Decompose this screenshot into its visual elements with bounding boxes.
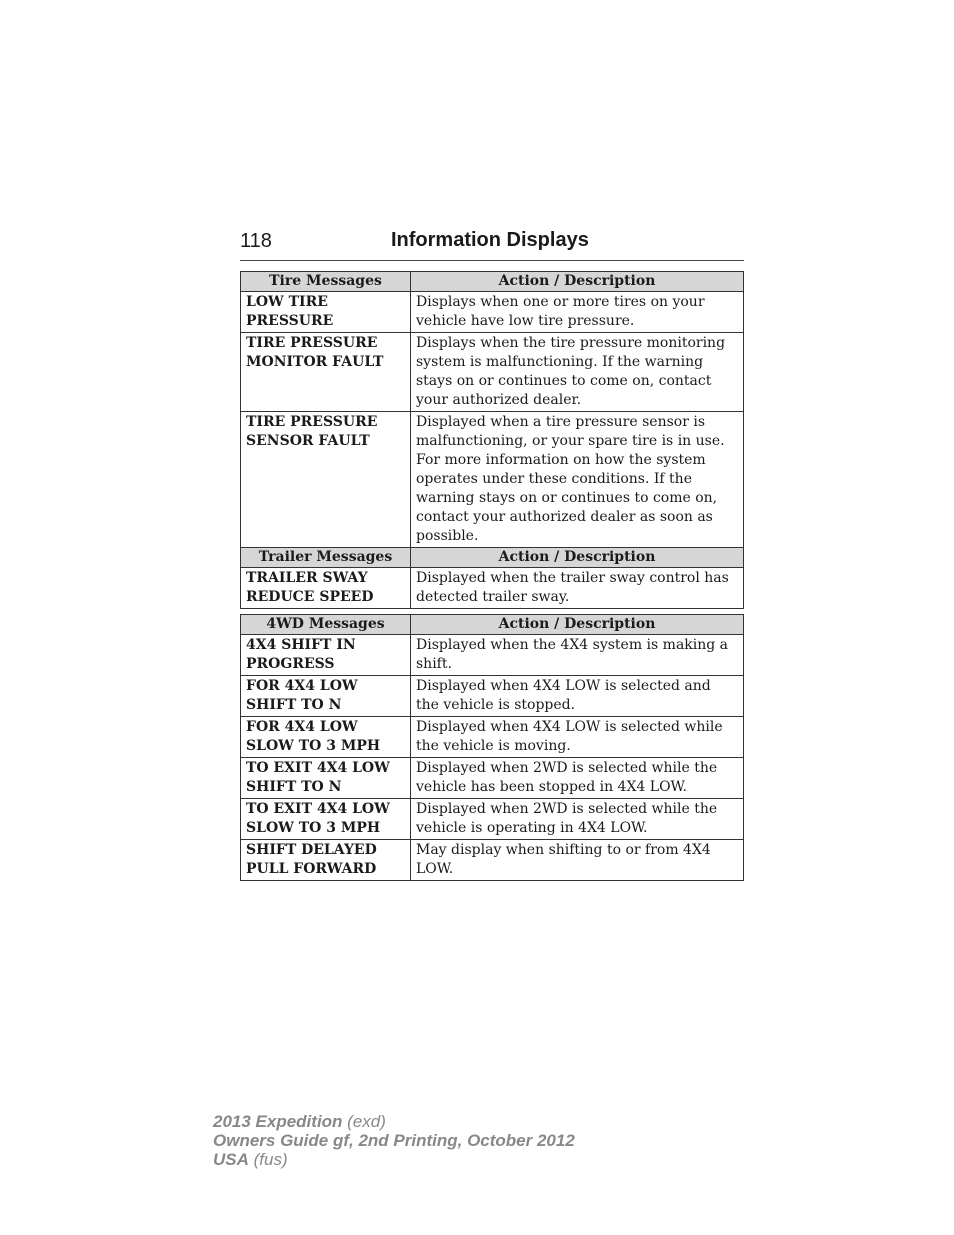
table-row <box>241 292 744 333</box>
4wd-messages-table <box>240 614 744 881</box>
column-header: Action / Description <box>411 548 744 568</box>
footer-model: 2013 Expedition <box>213 1112 343 1131</box>
footer-model-code: (exd) <box>347 1112 386 1131</box>
column-header: Trailer Messages <box>241 548 411 568</box>
footer-market-code: (fus) <box>253 1150 288 1169</box>
page-footer <box>213 1112 575 1169</box>
message-description: Displayed when 4X4 LOW is selected and the vehicle is stopped. <box>411 676 744 717</box>
message-description: Displayed when 2WD is selected while the vehicle is operating in 4X4 LOW. <box>411 799 744 840</box>
tire-messages-table <box>240 271 744 548</box>
table-row <box>241 568 744 609</box>
table-row <box>241 840 744 881</box>
table-row <box>241 333 744 412</box>
message-code: TO EXIT 4X4 LOW SLOW TO 3 MPH <box>241 799 411 840</box>
table-header-row <box>241 272 744 292</box>
message-code: LOW TIRE PRESSURE <box>241 292 411 333</box>
column-header: Tire Messages <box>241 272 411 292</box>
table-row <box>241 412 744 548</box>
message-code: TO EXIT 4X4 LOW SHIFT TO N <box>241 758 411 799</box>
table-header-row <box>241 615 744 635</box>
table-row <box>241 717 744 758</box>
section-title: Information Displays <box>391 229 589 251</box>
footer-line-1 <box>213 1112 575 1131</box>
footer-line-3 <box>213 1150 575 1169</box>
message-code: FOR 4X4 LOW SLOW TO 3 MPH <box>241 717 411 758</box>
page-header <box>240 228 744 261</box>
trailer-messages-table <box>240 547 744 609</box>
footer-line-2: Owners Guide gf, 2nd Printing, October 2012 <box>213 1131 575 1150</box>
column-header: 4WD Messages <box>241 615 411 635</box>
footer-market: USA <box>213 1150 249 1169</box>
message-code: TIRE PRESSURE MONITOR FAULT <box>241 333 411 412</box>
table-row <box>241 676 744 717</box>
table-row <box>241 799 744 840</box>
message-code: 4X4 SHIFT IN PROGRESS <box>241 635 411 676</box>
message-description: Displayed when the trailer sway control has detected trailer sway. <box>411 568 744 609</box>
message-description: Displays when the tire pressure monitoring system is malfunctioning. If the warning stays on or continues to come on, contact your authorized dealer. <box>411 333 744 412</box>
message-description: Displayed when 2WD is selected while the vehicle has been stopped in 4X4 LOW. <box>411 758 744 799</box>
column-header: Action / Description <box>411 272 744 292</box>
message-description: Displays when one or more tires on your vehicle have low tire pressure. <box>411 292 744 333</box>
message-code: SHIFT DELAYED PULL FORWARD <box>241 840 411 881</box>
column-header: Action / Description <box>411 615 744 635</box>
table-header-row <box>241 548 744 568</box>
table-row <box>241 758 744 799</box>
message-code: TRAILER SWAY REDUCE SPEED <box>241 568 411 609</box>
message-description: Displayed when the 4X4 system is making a shift. <box>411 635 744 676</box>
message-description: May display when shifting to or from 4X4 LOW. <box>411 840 744 881</box>
table-row <box>241 635 744 676</box>
message-code: TIRE PRESSURE SENSOR FAULT <box>241 412 411 548</box>
message-description: Displayed when 4X4 LOW is selected while the vehicle is moving. <box>411 717 744 758</box>
message-description: Displayed when a tire pressure sensor is malfunctioning, or your spare tire is in use. For more information on how the system operates under these conditions. If the warning stays on or continues to come on, contact your authorized dealer as soon as possible. <box>411 412 744 548</box>
message-code: FOR 4X4 LOW SHIFT TO N <box>241 676 411 717</box>
page-number: 118 <box>240 230 272 252</box>
